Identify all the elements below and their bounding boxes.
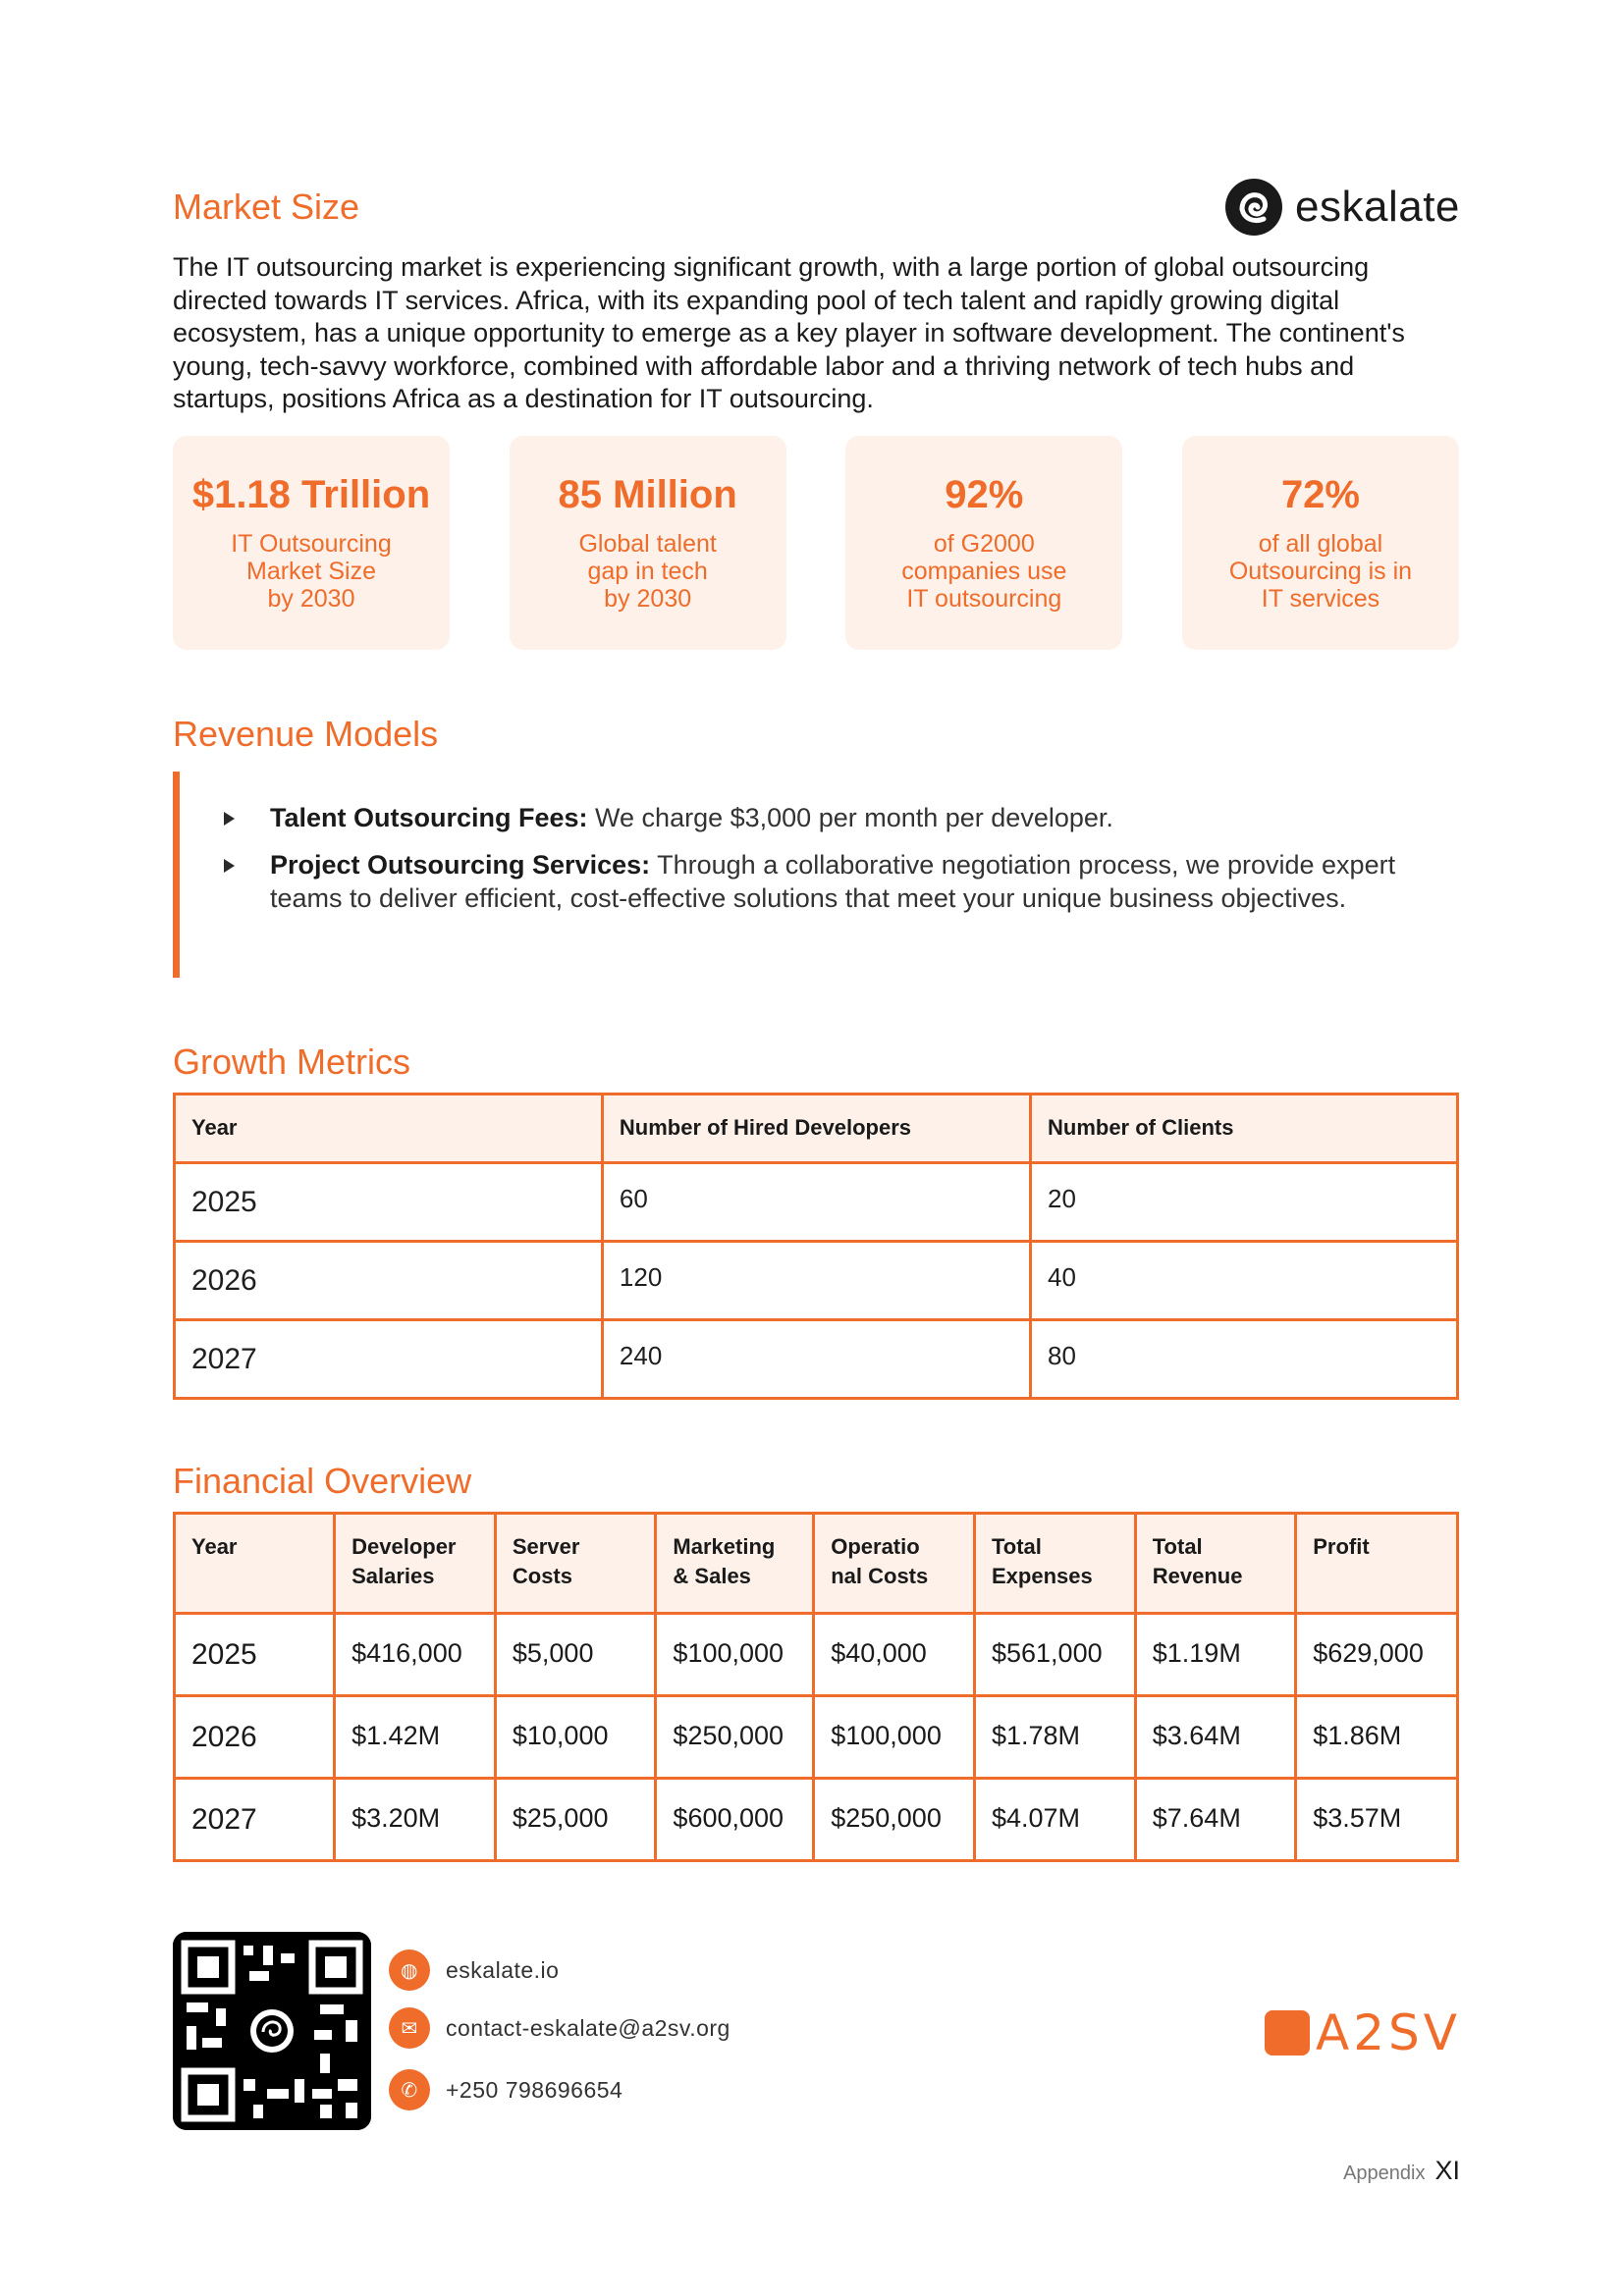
eskalate-wordmark: eskalate <box>1295 183 1460 231</box>
stat-label: IT Outsourcing Market Size by 2030 <box>231 530 392 613</box>
column-header: Number of Hired Developers <box>602 1095 1030 1163</box>
table-cell: $1.78M <box>974 1696 1135 1779</box>
column-header: Year <box>175 1095 603 1163</box>
table-cell: 40 <box>1031 1242 1458 1320</box>
table-header-row <box>175 1514 1458 1614</box>
financial-overview-table <box>173 1512 1459 1862</box>
qr-code[interactable] <box>173 1932 371 2130</box>
table-cell: $3.20M <box>335 1779 496 1861</box>
financial-overview-heading: Financial Overview <box>173 1461 472 1501</box>
table-cell: $3.64M <box>1135 1696 1295 1779</box>
revenue-models-list <box>173 772 1449 978</box>
list-item: Talent Outsourcing Fees: We charge $3,000 per month per developer. <box>270 803 1113 832</box>
list-item: Project Outsourcing Services: Through a collaborative negotiation process, we provide expert teams to deliver efficient, cost-effective solutions that meet your unique business objectives. <box>270 850 1396 913</box>
phone-link[interactable]: ✆ +250 798696654 <box>389 2069 622 2110</box>
column-header: Operatio nal Costs <box>814 1514 975 1614</box>
year-cell: 2025 <box>175 1614 335 1696</box>
stat-card <box>510 436 786 650</box>
column-header: Total Revenue <box>1135 1514 1295 1614</box>
appendix-label: Appendix <box>1343 2163 1426 2184</box>
column-header: Developer Salaries <box>335 1514 496 1614</box>
table-row <box>175 1163 1458 1242</box>
year-cell: 2025 <box>175 1163 603 1242</box>
table-header-row <box>175 1095 1458 1163</box>
market-stats <box>173 436 1459 650</box>
globe-icon: ◍ <box>389 1949 430 1991</box>
stat-card <box>173 436 450 650</box>
growth-metrics-table <box>173 1093 1459 1400</box>
market-size-heading: Market Size <box>173 187 360 227</box>
table-cell: $561,000 <box>974 1614 1135 1696</box>
revenue-models-heading: Revenue Models <box>173 714 439 754</box>
qr-code-image <box>173 1932 371 2130</box>
table-row <box>175 1242 1458 1320</box>
table-cell: $25,000 <box>495 1779 656 1861</box>
market-intro-paragraph: The IT outsourcing market is experiencing significant growth, with a large portion of global outsourcing directed towards IT services. Africa, with its expanding pool of tech talent and rapidly growing digital ecosystem, has a unique opportunity to emerge as a key player in software development. The continent's young, tech-savvy workforce, combined with affordable labor and a thriving network of tech hubs and startups, positions Africa as a destination for IT outsourcing. <box>173 252 1405 413</box>
table-cell: $250,000 <box>814 1779 975 1861</box>
table-cell: $40,000 <box>814 1614 975 1696</box>
table-cell: 120 <box>602 1242 1030 1320</box>
table-cell: $1.19M <box>1135 1614 1295 1696</box>
stat-card <box>1182 436 1459 650</box>
stat-label: Global talent gap in tech by 2030 <box>578 530 717 613</box>
table-cell: $250,000 <box>656 1696 814 1779</box>
column-header: Total Expenses <box>974 1514 1135 1614</box>
table-cell: $5,000 <box>495 1614 656 1696</box>
stat-value: $1.18 Trillion <box>191 473 431 516</box>
table-cell: 80 <box>1031 1320 1458 1399</box>
table-cell: $416,000 <box>335 1614 496 1696</box>
table-row <box>175 1779 1458 1861</box>
email-link[interactable]: ✉ contact-eskalate@a2sv.org <box>389 2007 730 2049</box>
column-header: Marketing & Sales <box>656 1514 814 1614</box>
table-cell: $3.57M <box>1296 1779 1458 1861</box>
stat-label: of all global Outsourcing is in IT services <box>1228 530 1413 613</box>
table-row <box>175 1696 1458 1779</box>
table-cell: $629,000 <box>1296 1614 1458 1696</box>
table-cell: $100,000 <box>814 1696 975 1779</box>
table-cell: 60 <box>602 1163 1030 1242</box>
website-link[interactable]: ◍ eskalate.io <box>389 1949 559 1991</box>
column-header: Server Costs <box>495 1514 656 1614</box>
table-row <box>175 1320 1458 1399</box>
column-header: Profit <box>1296 1514 1458 1614</box>
year-cell: 2026 <box>175 1696 335 1779</box>
column-header: Number of Clients <box>1031 1095 1458 1163</box>
table-row <box>175 1614 1458 1696</box>
page-footer <box>1343 2156 1460 2186</box>
stat-label: of G2000 companies use IT outsourcing <box>901 530 1067 613</box>
page-number: XI <box>1434 2156 1460 2185</box>
column-header: Year <box>175 1514 335 1614</box>
stat-value: 92% <box>945 473 1024 516</box>
eskalate-swirl-icon <box>1222 176 1285 239</box>
table-cell: 240 <box>602 1320 1030 1399</box>
year-cell: 2027 <box>175 1779 335 1861</box>
table-cell: $1.42M <box>335 1696 496 1779</box>
year-cell: 2026 <box>175 1242 603 1320</box>
stat-value: 85 Million <box>558 473 737 516</box>
table-cell: $7.64M <box>1135 1779 1295 1861</box>
table-cell: $600,000 <box>656 1779 814 1861</box>
stat-value: 72% <box>1280 473 1360 516</box>
table-cell: $1.86M <box>1296 1696 1458 1779</box>
stat-card <box>845 436 1122 650</box>
year-cell: 2027 <box>175 1320 603 1399</box>
bullet-arrow-icon <box>224 812 235 826</box>
table-cell: $10,000 <box>495 1696 656 1779</box>
table-cell: $4.07M <box>974 1779 1135 1861</box>
phone-icon: ✆ <box>389 2069 430 2110</box>
a2sv-logo <box>1265 2004 1461 2061</box>
a2sv-wordmark: A2SV <box>1316 2004 1461 2061</box>
bullet-arrow-icon <box>224 859 235 873</box>
eskalate-logo <box>1222 173 1460 241</box>
table-cell: $100,000 <box>656 1614 814 1696</box>
africa-icon <box>1265 2010 1310 2056</box>
mail-icon: ✉ <box>389 2007 430 2049</box>
table-cell: 20 <box>1031 1163 1458 1242</box>
growth-metrics-heading: Growth Metrics <box>173 1041 411 1082</box>
